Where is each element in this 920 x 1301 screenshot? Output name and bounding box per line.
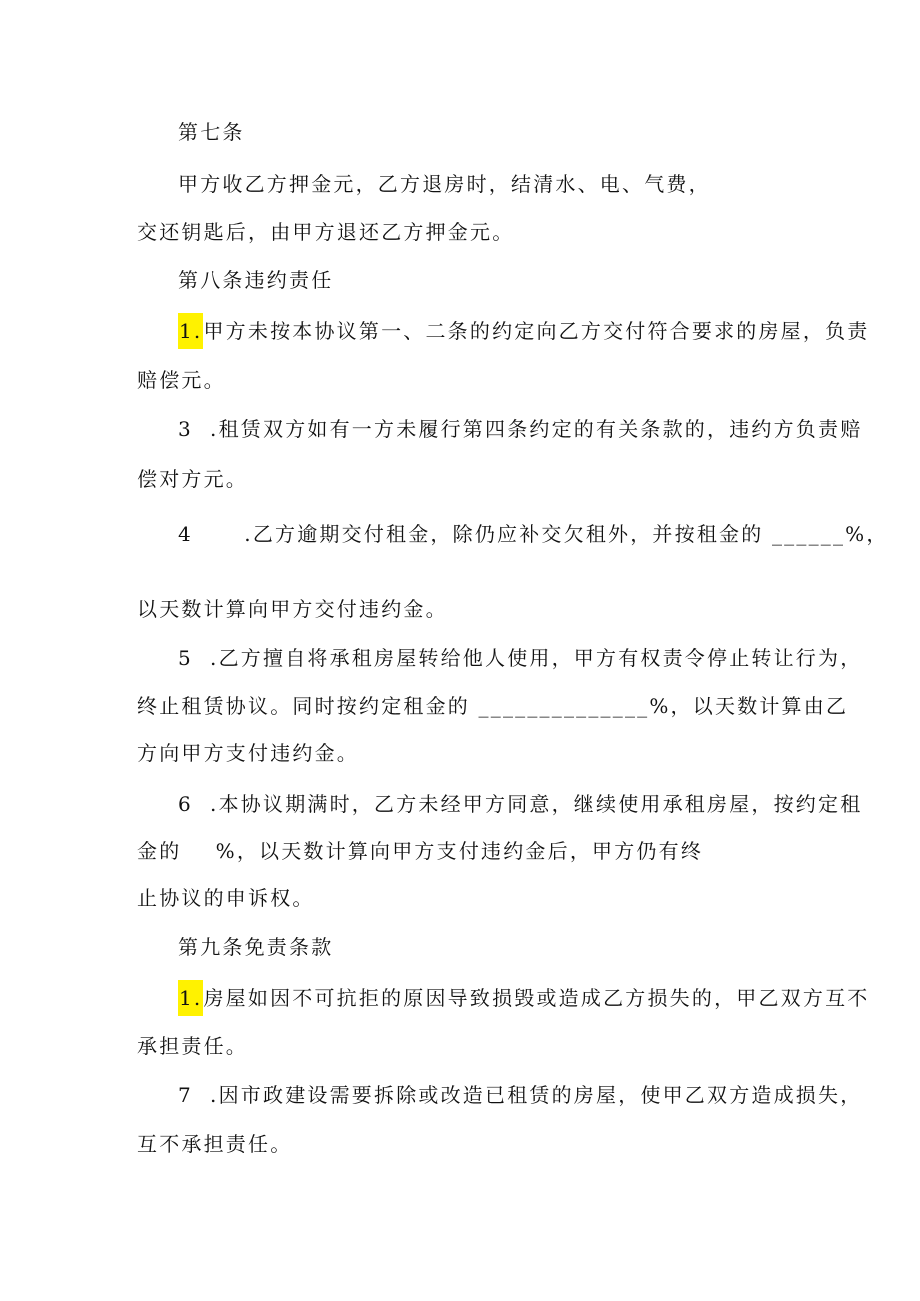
article-8-item-4-line-2: 以天数计算向甲方交付违约金。: [137, 597, 448, 621]
article-7-line-2: 交还钥匙后，由甲方退还乙方押金元。: [137, 220, 515, 244]
article-8-item-6-line-1: 6 .本协议期满时，乙方未经甲方同意，继续使用承租房屋，按约定租: [178, 792, 863, 816]
article-9-item-1-text: 房屋如因不可抗拒的原因导致损毁或造成乙方损失的，甲乙双方互不: [203, 986, 870, 1010]
highlighted-item-number: 1.: [178, 980, 203, 1016]
article-9-item-7-line-1: 7 .因市政建设需要拆除或改造已租赁的房屋，使甲乙双方造成损失，: [178, 1083, 863, 1107]
article-9-item-7-line-2: 互不承担责任。: [137, 1132, 293, 1156]
article-8-item-3-line-2: 偿对方元。: [137, 467, 248, 491]
highlighted-item-number: 1.: [178, 313, 203, 349]
article-9-heading: 第九条免责条款: [178, 935, 334, 959]
article-8-item-1-line-2: 赔偿元。: [137, 368, 226, 392]
article-8-item-6-line-3: 止协议的申诉权。: [137, 886, 315, 910]
article-7-heading: 第七条: [178, 120, 245, 144]
article-9-item-1-line-1: [178, 986, 869, 1016]
article-8-item-5-line-3: 方向甲方支付违约金。: [137, 741, 359, 765]
article-8-item-5-line-2: 终止租赁协议。同时按约定租金的 ______________%，以天数计算由乙: [137, 694, 849, 718]
article-8-item-6-line-2: 金的 %，以天数计算向甲方支付违约金后，甲方仍有终: [137, 839, 704, 863]
article-8-heading: 第八条违约责任: [178, 268, 334, 292]
article-7-line-1: 甲方收乙方押金元，乙方退房时，结清水、电、气费，: [178, 172, 711, 196]
article-9-item-1-line-2: 承担责任。: [137, 1034, 248, 1058]
article-8-item-5-line-1: 5 .乙方擅自将承租房屋转给他人使用，甲方有权责令停止转让行为，: [178, 646, 863, 670]
article-8-item-1-line-1: [178, 319, 869, 349]
article-8-item-3-line-1: 3 .租赁双方如有一方未履行第四条约定的有关条款的，违约方负责赔: [178, 417, 863, 441]
article-8-item-4-line-1: 4 .乙方逾期交付租金，除仍应补交欠租外，并按租金的 ______%，: [178, 522, 889, 546]
article-8-item-1-text: 甲方未按本协议第一、二条的约定向乙方交付符合要求的房屋，负责: [203, 319, 870, 343]
